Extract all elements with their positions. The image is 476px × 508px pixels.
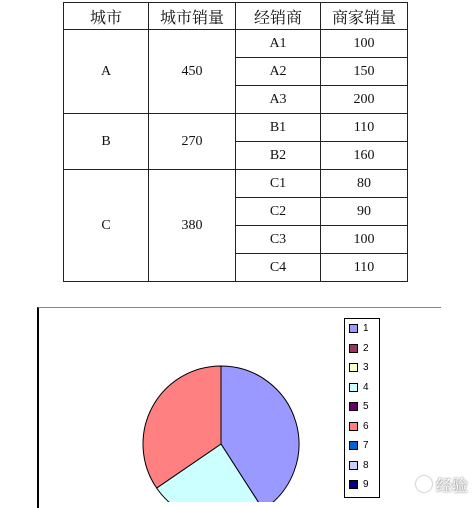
cell-dealer: A2 <box>236 58 321 86</box>
cell-dealer: C1 <box>236 170 321 198</box>
legend-label: 9 <box>363 479 369 490</box>
legend-item-4 <box>349 382 369 393</box>
chart-legend <box>344 318 380 498</box>
cell-dealer-sales: 80 <box>321 170 408 198</box>
legend-swatch <box>349 363 358 372</box>
cell-city-sales: 270 <box>149 114 236 170</box>
legend-label: 2 <box>363 342 369 354</box>
cell-city: C <box>64 170 149 282</box>
cell-dealer-sales: 150 <box>321 58 408 86</box>
legend-item-7 <box>349 440 369 451</box>
legend-item-3 <box>349 362 369 373</box>
header-dealer: 经销商 <box>236 3 321 30</box>
cell-city: A <box>64 30 149 114</box>
watermark-logo <box>398 470 468 498</box>
legend-item-6 <box>349 421 369 432</box>
legend-swatch <box>349 480 358 489</box>
watermark-text: 经验 <box>435 475 468 495</box>
cell-dealer: C4 <box>236 254 321 282</box>
cell-dealer: C3 <box>236 226 321 254</box>
cell-dealer-sales: 160 <box>321 142 408 170</box>
legend-swatch <box>349 402 358 411</box>
cell-dealer: B1 <box>236 114 321 142</box>
cell-dealer-sales: 110 <box>321 114 408 142</box>
header-city-sales: 城市销量 <box>149 3 236 30</box>
legend-label: 8 <box>363 459 369 471</box>
paw-icon <box>416 476 432 492</box>
legend-swatch <box>349 344 358 353</box>
legend-label: 5 <box>363 401 369 412</box>
legend-label: 4 <box>363 381 369 393</box>
cell-dealer: C2 <box>236 198 321 226</box>
cell-dealer-sales: 100 <box>321 30 408 58</box>
cell-dealer-sales: 200 <box>321 86 408 114</box>
header-dealer-sales: 商家销量 <box>321 3 408 30</box>
cell-city: B <box>64 114 149 170</box>
legend-item-2 <box>349 343 369 354</box>
legend-swatch <box>349 324 358 333</box>
legend-label: 6 <box>363 420 369 432</box>
legend-label: 3 <box>363 362 369 373</box>
legend-item-5 <box>349 401 369 412</box>
cell-dealer: A1 <box>236 30 321 58</box>
cell-dealer-sales: 100 <box>321 226 408 254</box>
legend-item-8 <box>349 460 369 471</box>
cell-dealer-sales: 110 <box>321 254 408 282</box>
legend-swatch <box>349 383 358 392</box>
legend-label: 7 <box>363 440 369 451</box>
cell-dealer: B2 <box>236 142 321 170</box>
legend-item-9 <box>349 479 369 490</box>
cell-dealer: A3 <box>236 86 321 114</box>
legend-item-1 <box>349 323 369 334</box>
legend-swatch <box>349 422 358 431</box>
legend-swatch <box>349 441 358 450</box>
cell-city-sales: 380 <box>149 170 236 282</box>
cell-dealer-sales: 90 <box>321 198 408 226</box>
header-city: 城市 <box>64 3 149 30</box>
cell-city-sales: 450 <box>149 30 236 114</box>
legend-label: 1 <box>363 323 369 334</box>
legend-swatch <box>349 461 358 470</box>
